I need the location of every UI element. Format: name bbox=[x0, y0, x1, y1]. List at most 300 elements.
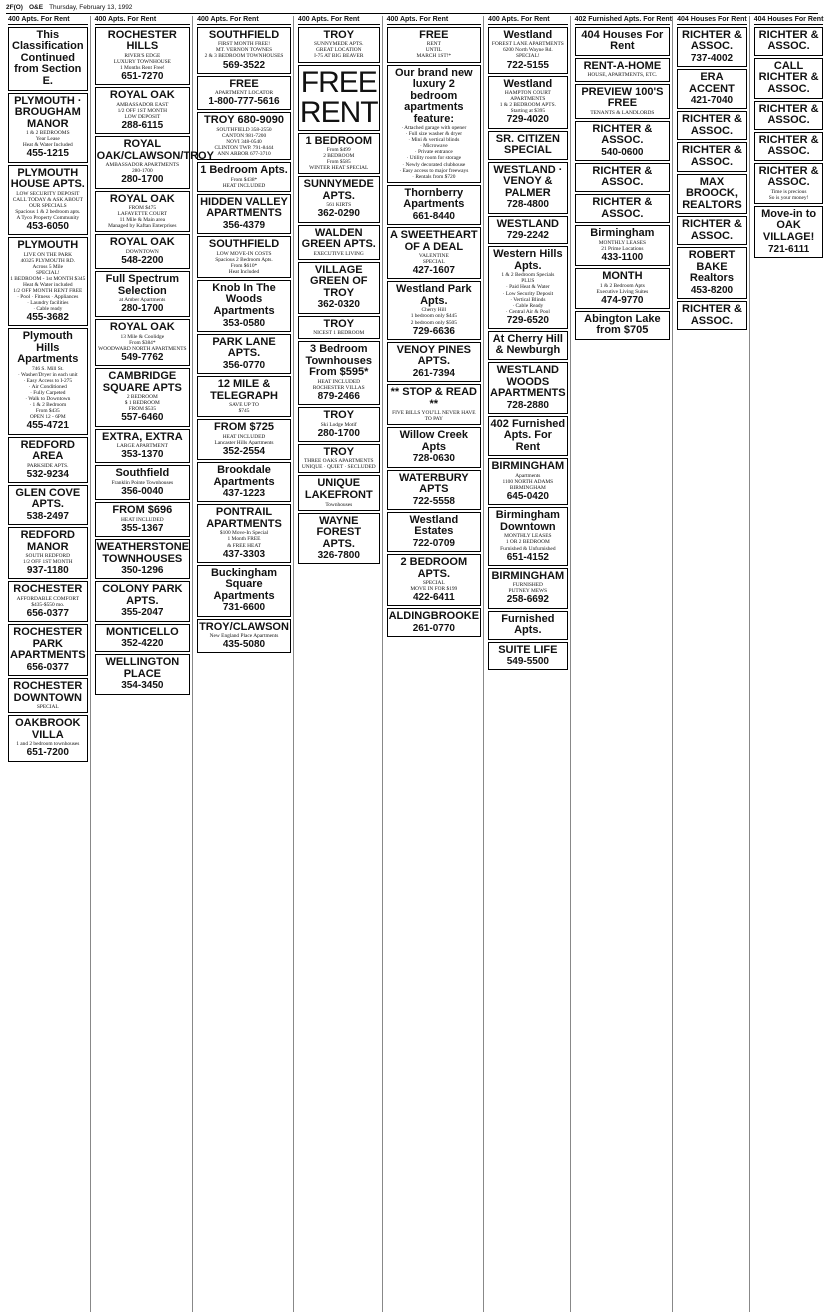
ad-text: 1 BEDROOM bbox=[305, 134, 373, 147]
ad-text: PREVIEW 100'S FREE bbox=[581, 85, 664, 110]
rental-ad bbox=[95, 539, 191, 579]
ad-phone: 261-0770 bbox=[412, 622, 455, 634]
ad-text: · Laundry facilities bbox=[27, 299, 69, 306]
rental-ad bbox=[754, 206, 824, 258]
rental-ad bbox=[95, 502, 191, 537]
ad-text: RICHTER & ASSOC. bbox=[682, 303, 742, 327]
rental-ad bbox=[298, 444, 380, 474]
ad-text: MOVE IN FOR $199 bbox=[410, 586, 458, 593]
ad-phone: 540-0600 bbox=[601, 146, 644, 158]
ad-text: 1100 NORTH ADAMS bbox=[502, 479, 554, 486]
ad-text: Townhouses bbox=[325, 501, 353, 508]
ad-text: 21 Prime Locations bbox=[601, 245, 644, 252]
ad-text: · Central Air & Pool bbox=[505, 308, 550, 315]
ad-text: SUITE LIFE bbox=[498, 643, 558, 656]
ad-text: From $499 bbox=[326, 147, 351, 154]
ad-text: FREE bbox=[300, 65, 377, 99]
ad-text: TROY bbox=[323, 409, 355, 422]
ad-text: AMBASSADOR EAST bbox=[116, 101, 169, 108]
ad-text: RICHTER & ASSOC. bbox=[592, 196, 653, 220]
ad-text: WAYNE FOREST APTS. bbox=[316, 514, 362, 550]
rental-ad bbox=[387, 227, 481, 279]
ad-text: WESTLAND · VENOY & PALMER bbox=[493, 163, 563, 199]
ad-text: · Paid Heat & Water bbox=[505, 284, 550, 291]
ad-text: RICHTER & ASSOC. bbox=[758, 28, 819, 53]
ad-text: · Utility room for storage bbox=[406, 155, 462, 162]
issue-date: Thursday, February 13, 1992 bbox=[49, 4, 133, 11]
rental-ad bbox=[298, 176, 380, 222]
ad-text: GREAT LOCATION bbox=[315, 47, 362, 54]
rental-ad bbox=[677, 301, 747, 330]
ad-phone: 362-0320 bbox=[317, 299, 360, 311]
rental-ad bbox=[754, 27, 824, 56]
rental-ad bbox=[387, 281, 481, 339]
ad-phone: 326-7800 bbox=[317, 550, 360, 562]
rental-ad bbox=[197, 112, 291, 160]
ad-text: WOODWARD NORTH APARTMENTS bbox=[98, 345, 187, 352]
ad-text: $435-$550 mo. bbox=[31, 602, 65, 609]
ad-phone: 879-2466 bbox=[317, 390, 360, 402]
rental-ad bbox=[488, 216, 568, 245]
ad-text: 402 Furnished Apts. For Rent bbox=[490, 417, 566, 453]
ad-text: Full Spectrum Selection bbox=[105, 273, 179, 297]
ad-phone: 352-2554 bbox=[222, 445, 266, 457]
rental-ad bbox=[575, 311, 671, 340]
rental-ad bbox=[95, 624, 191, 653]
rental-ad bbox=[298, 341, 380, 405]
rental-ad bbox=[95, 654, 191, 694]
ad-phone: 651-7200 bbox=[26, 747, 69, 759]
rental-ad bbox=[8, 485, 88, 525]
ad-text: Across 5 Mile bbox=[32, 263, 64, 270]
rental-ad bbox=[575, 268, 671, 309]
ad-text: SUNNYMEDE APTS. bbox=[303, 178, 374, 202]
ad-text: From $384* bbox=[129, 339, 156, 346]
ad-text: PLUS bbox=[521, 278, 535, 285]
ad-text: · Walk to Downtown bbox=[25, 396, 71, 403]
ad-text: PONTRAIL APARTMENTS bbox=[206, 506, 282, 530]
ad-text: ERA ACCENT bbox=[689, 71, 735, 95]
ad-text: ROCHESTER PARK APARTMENTS bbox=[10, 626, 86, 662]
rental-ad bbox=[298, 225, 380, 260]
ad-text: APARTMENT LOCATOR bbox=[214, 90, 274, 97]
ad-text: SPECIAL bbox=[36, 704, 59, 711]
ad-text: BIRMINGHAM bbox=[491, 569, 565, 582]
ad-phone: 433-1100 bbox=[601, 251, 644, 263]
classified-column bbox=[6, 16, 91, 1312]
ad-text: UNIQUE LAKEFRONT bbox=[304, 477, 373, 502]
ad-text: Furnished Apts. bbox=[501, 612, 555, 637]
ad-text: Birmingham bbox=[590, 227, 655, 240]
ad-text: 1 & 2 BEDROOM APTS. bbox=[499, 102, 556, 109]
ad-text: · Cable ready bbox=[33, 306, 63, 313]
ad-phone: 280-1700 bbox=[121, 174, 164, 186]
ad-text: SOUTH REDFORD bbox=[25, 553, 71, 560]
ad-text: 2 BEDROOM bbox=[126, 394, 158, 401]
rental-ad bbox=[197, 280, 291, 332]
ad-text: 6200 North Wayne Rd. bbox=[502, 47, 553, 54]
ad-text: FROM $725 bbox=[214, 421, 274, 434]
ad-text: 13 Mile & Coolidge bbox=[120, 333, 165, 340]
column-header: 400 Apts. For Rent bbox=[488, 16, 568, 25]
rental-ad bbox=[575, 27, 671, 56]
ad-phone: 557-6460 bbox=[121, 412, 164, 424]
ad-phone: 656-0377 bbox=[26, 608, 69, 620]
ad-text: · Low Security Deposit bbox=[502, 290, 554, 297]
ad-text: Buckingham Square Apartments bbox=[210, 566, 277, 602]
ad-text: Year Lease bbox=[35, 136, 60, 143]
ad-text: 1/2 OFF 1ST MONTH bbox=[23, 559, 73, 566]
rental-ad bbox=[8, 237, 88, 326]
ad-phone: 427-1607 bbox=[412, 265, 455, 277]
rental-ad bbox=[754, 101, 824, 130]
ad-text: Cherry Hill bbox=[421, 307, 447, 314]
ad-text: SR. CITIZEN SPECIAL bbox=[495, 132, 560, 157]
ad-text: Ski Lodge Motif bbox=[320, 421, 357, 428]
rental-ad bbox=[387, 185, 481, 225]
ad-text: LARGE APARTMENT bbox=[116, 443, 168, 450]
ad-text: From $610* bbox=[230, 262, 258, 269]
ad-text: FOREST LANE APARTMENTS bbox=[491, 41, 564, 48]
ad-text: AFFORDABLE COMFORT bbox=[16, 596, 79, 603]
ad-text: ROYAL OAK bbox=[109, 89, 175, 102]
ad-text: MONTHLY LEASES bbox=[504, 533, 552, 540]
ad-text: AMBASSADOR APARTMENTS bbox=[105, 162, 180, 169]
rental-ad bbox=[298, 133, 380, 175]
ad-text: 1 & 2 Bedroom Specials bbox=[501, 272, 555, 279]
rental-ad bbox=[575, 163, 671, 192]
ad-text: LIVE ON THE PARK bbox=[23, 251, 72, 258]
ad-text: At Cherry Hill & Newburgh bbox=[492, 332, 563, 357]
ad-text: PUTNEY MEWS bbox=[508, 588, 548, 595]
ad-phone: 354-3450 bbox=[121, 680, 164, 692]
ad-phone: 421-7040 bbox=[690, 95, 734, 107]
ad-text: TROY 680-9090 bbox=[204, 114, 284, 127]
page-number: 2F(O) bbox=[6, 4, 23, 11]
rental-ad bbox=[8, 27, 88, 91]
ad-text: WINTER HEAT SPECIAL bbox=[309, 165, 369, 172]
ad-text: From $435 bbox=[35, 408, 60, 415]
ad-text: Time is precious bbox=[770, 188, 807, 195]
ad-text: A Tyco Property Community bbox=[16, 214, 80, 221]
ad-text: FROM $475 bbox=[128, 205, 157, 212]
rental-ad bbox=[575, 225, 671, 266]
rental-ad bbox=[298, 65, 380, 131]
ad-phone: 474-9770 bbox=[601, 294, 644, 306]
ad-text: 11 Mile & Main area bbox=[119, 217, 165, 224]
ad-text: NICEST 1 BEDROOM bbox=[313, 330, 365, 337]
rental-ad bbox=[8, 93, 88, 163]
ad-text: ROBERT BAKE Realtors bbox=[688, 249, 736, 285]
rental-ad bbox=[754, 132, 824, 161]
ad-text: Spacious 1 & 2 bedroom apts. bbox=[15, 208, 81, 215]
ad-text: LUXURY TOWNHOUSE bbox=[113, 58, 171, 65]
rental-ad bbox=[95, 319, 191, 366]
ad-text: VENOY PINES APTS. bbox=[396, 343, 472, 368]
ad-text: LOW DEPOSIT bbox=[124, 113, 161, 120]
rental-ad bbox=[197, 565, 291, 617]
classified-column bbox=[486, 16, 571, 1312]
ad-text: · 1 & 2 Bedroom bbox=[29, 402, 67, 409]
ad-phone: 437-3303 bbox=[222, 548, 266, 560]
ad-phone: 422-6411 bbox=[412, 592, 455, 604]
ad-text: So is your money! bbox=[768, 194, 809, 201]
ad-text: 1 Months Rent Free! bbox=[119, 65, 165, 72]
ad-text: BIRMINGHAM bbox=[491, 460, 565, 473]
ad-phone: 722-5155 bbox=[506, 59, 549, 71]
ad-text: HEAT INCLUDED bbox=[222, 433, 266, 440]
rental-ad bbox=[8, 678, 88, 713]
ad-text: Willow Creek Apts bbox=[399, 429, 468, 453]
ad-text: MT. VERNON TOWNES bbox=[215, 47, 273, 54]
ad-text: This Classification Continued from Section E. bbox=[12, 28, 84, 88]
ad-phone: 549-7762 bbox=[121, 352, 164, 364]
rental-ad bbox=[488, 76, 568, 129]
ad-text: From $438* bbox=[230, 176, 258, 183]
ad-phone: 1-800-777-5616 bbox=[208, 96, 280, 108]
ad-text: · Private entrance bbox=[414, 149, 453, 156]
rental-ad bbox=[197, 162, 291, 192]
ad-text: Executive Living Suites bbox=[596, 288, 649, 295]
ad-text: RICHTER & ASSOC. bbox=[682, 113, 742, 137]
rental-ad bbox=[488, 611, 568, 640]
ad-phone: 362-0290 bbox=[317, 208, 360, 220]
ad-phone: 455-4721 bbox=[26, 420, 69, 432]
ad-text: MONTHLY LEASES bbox=[598, 239, 647, 246]
rental-ad bbox=[95, 465, 191, 500]
ad-text: TROY/CLAWSON bbox=[199, 620, 289, 633]
ad-phone: 721-6111 bbox=[768, 243, 810, 255]
ad-text: NOVI 348-0540 bbox=[226, 139, 262, 146]
ad-phone: 350-1296 bbox=[121, 565, 164, 577]
rental-ad bbox=[488, 27, 568, 74]
rental-ad bbox=[298, 407, 380, 442]
rental-ad bbox=[387, 27, 481, 63]
ad-phone: 728-0630 bbox=[412, 453, 455, 465]
ad-text: FREE bbox=[419, 28, 449, 41]
rental-ad bbox=[488, 507, 568, 565]
ad-text: EXECUTIVE LIVING bbox=[313, 250, 364, 257]
ad-text: ROYAL OAK bbox=[109, 192, 175, 205]
rental-ad bbox=[387, 65, 481, 183]
rental-ad bbox=[488, 568, 568, 609]
rental-ad bbox=[677, 111, 747, 140]
rental-ad bbox=[387, 384, 481, 425]
rental-ad bbox=[197, 504, 291, 562]
ad-phone: 356-0770 bbox=[222, 359, 266, 371]
ad-text: · Microwave bbox=[419, 143, 448, 150]
ad-text: LOW MOVE-IN COSTS bbox=[216, 250, 272, 257]
rental-ad bbox=[677, 174, 747, 215]
ad-text: TROY bbox=[323, 445, 355, 458]
rental-ad bbox=[298, 316, 380, 340]
ad-text: FREE bbox=[229, 77, 259, 90]
rental-ad bbox=[575, 121, 671, 161]
column-header: 402 Furnished Apts. For Rent bbox=[574, 16, 672, 23]
ad-text: WALDEN GREEN APTS. bbox=[301, 226, 376, 251]
rental-ad bbox=[488, 458, 568, 505]
ad-text: Westland Estates bbox=[409, 513, 459, 538]
ad-text: Westland Park Apts. bbox=[396, 283, 472, 307]
ad-text: · Full size washer & dryer bbox=[405, 131, 463, 138]
rental-ad bbox=[488, 162, 568, 214]
classified-column bbox=[675, 16, 750, 1312]
ad-text: HEAT INCLUDED bbox=[317, 378, 361, 385]
column-header: 400 Apts. For Rent bbox=[387, 16, 481, 25]
ad-text: · Fully Carpeted bbox=[30, 390, 66, 397]
ad-text: 1 BEDROOM - 1st MONTH $345 bbox=[10, 275, 86, 282]
ad-text: ** STOP & READ ** bbox=[390, 386, 478, 410]
ad-text: 2 bedroom only $505 bbox=[410, 319, 457, 326]
ad-phone: 280-1700 bbox=[317, 427, 360, 439]
ad-phone: 437-1223 bbox=[222, 488, 266, 500]
ad-text: 2 & 3 BEDROOM TOWNHOUSES bbox=[204, 53, 284, 60]
rental-ad bbox=[488, 362, 568, 414]
ad-text: MARCH 1ST!* bbox=[416, 53, 452, 60]
rental-ad bbox=[677, 69, 747, 109]
ad-text: Knob In The Woods Apartments bbox=[212, 281, 276, 318]
ad-phone: 258-6692 bbox=[506, 594, 549, 606]
ad-text: $100 Move-In Special bbox=[219, 530, 269, 537]
column-header: 400 Apts. For Rent bbox=[8, 16, 88, 25]
ad-phone: 729-2242 bbox=[506, 230, 549, 242]
ad-phone: 722-5558 bbox=[412, 495, 455, 507]
rental-ad bbox=[488, 416, 568, 457]
rental-ad bbox=[387, 608, 481, 637]
ad-text: FIRST MONTH FREE! bbox=[217, 41, 271, 48]
ad-text: UNTIL bbox=[425, 47, 442, 54]
ad-phone: 729-6636 bbox=[412, 325, 455, 337]
ad-text: WEATHERSTONE TOWNHOUSES bbox=[96, 540, 190, 565]
ad-text: & FREE HEAT bbox=[227, 542, 261, 549]
ad-text: RICHTER & ASSOC. bbox=[592, 164, 653, 189]
ad-phone: 280-1700 bbox=[121, 303, 164, 315]
ad-phone: 355-2047 bbox=[121, 607, 164, 619]
ad-phone: 729-6520 bbox=[506, 314, 549, 326]
ad-text: Heat & Water Included bbox=[22, 142, 73, 149]
ad-phone: 261-7394 bbox=[412, 367, 455, 379]
rental-ad bbox=[677, 27, 747, 67]
ad-text: ROCHESTER VILLAS bbox=[312, 384, 365, 391]
classified-column bbox=[573, 16, 674, 1312]
rental-ad bbox=[575, 58, 671, 82]
ad-text: RICHTER & ASSOC. bbox=[758, 133, 819, 158]
ad-text: Westland bbox=[503, 28, 553, 41]
ad-phone: 453-8200 bbox=[690, 284, 734, 296]
ad-text: CALL TODAY & ASK ABOUT OUR SPECIALS bbox=[12, 196, 83, 209]
rental-ad bbox=[575, 194, 671, 223]
ad-text: Move-in to OAK VILLAGE! bbox=[761, 207, 817, 244]
ad-text: Abington Lake from $705 bbox=[584, 312, 661, 337]
ad-text: VALENTINE bbox=[418, 253, 449, 260]
ad-text: New England Place Apartments bbox=[209, 633, 279, 640]
ad-text: RICHTER & ASSOC. bbox=[682, 218, 742, 242]
ad-text: Franklin Pointe Townhouses bbox=[111, 479, 174, 486]
ad-text: Heat & Water included bbox=[22, 281, 73, 288]
ad-text: WELLINGTON PLACE bbox=[105, 656, 180, 680]
ad-text: Our brand new luxury 2 bedroom apartments feature: bbox=[395, 66, 473, 125]
column-header: 400 Apts. For Rent bbox=[95, 16, 191, 25]
ad-text: 40325 PLYMOUTH RD. bbox=[20, 257, 75, 264]
rental-ad bbox=[8, 581, 88, 622]
ad-phone: 645-0420 bbox=[506, 491, 549, 503]
rental-ad bbox=[677, 216, 747, 245]
ad-phone: 737-4002 bbox=[690, 52, 734, 64]
ad-text: 3 Bedroom Townhouses From $595* bbox=[305, 343, 372, 379]
ad-text: $745 bbox=[238, 408, 250, 415]
ad-phone: 435-5080 bbox=[222, 639, 266, 651]
ad-phone: 548-2200 bbox=[121, 254, 164, 266]
ad-text: TROY bbox=[323, 317, 355, 330]
ad-text: LAFAYETTE COURT bbox=[117, 211, 168, 218]
ad-text: SPECIAL bbox=[422, 580, 445, 587]
ad-text: ROCHESTER HILLS bbox=[107, 28, 177, 53]
ad-text: 1 Month FREE bbox=[227, 536, 261, 543]
rental-ad bbox=[197, 419, 291, 460]
ad-text: UNIQUE · QUIET · SECLUDED bbox=[301, 464, 376, 471]
ad-text: From $585 bbox=[326, 159, 351, 166]
rental-ad bbox=[95, 27, 191, 85]
ad-text: SOUTHFIELD bbox=[208, 28, 280, 41]
rental-ad bbox=[677, 247, 747, 299]
ad-text: Western Hills Apts. bbox=[493, 248, 563, 272]
classified-column bbox=[385, 16, 484, 1312]
ad-text: Apartments bbox=[515, 473, 541, 479]
ad-text: A SWEETHEART OF A DEAL bbox=[390, 228, 478, 253]
ad-text: Plymouth Hills Apartments bbox=[17, 330, 79, 366]
ad-phone: 729-4020 bbox=[506, 114, 549, 126]
ad-text: $ 1 BEDROOM bbox=[124, 400, 160, 407]
ad-phone: 455-3682 bbox=[26, 312, 69, 324]
rental-ad bbox=[197, 76, 291, 111]
ad-text: CAMBRIDGE SQUARE APTS bbox=[102, 370, 182, 394]
column-header: 404 Houses For Rent bbox=[753, 16, 824, 23]
ad-phone: 355-1367 bbox=[121, 522, 164, 534]
ad-phone: 352-4220 bbox=[121, 638, 164, 650]
ad-phone: 569-3522 bbox=[222, 59, 266, 71]
ad-text: RICHTER & ASSOC. bbox=[758, 102, 819, 127]
ad-text: Starting at $395 bbox=[510, 108, 546, 115]
ad-text: · Mini & vertical blinds bbox=[408, 137, 460, 144]
classified-column bbox=[93, 16, 214, 1312]
ad-phone: 356-0040 bbox=[121, 486, 164, 498]
ad-text: Southfield bbox=[115, 467, 170, 480]
ad-text: RIVER'S EDGE bbox=[124, 52, 161, 59]
masthead bbox=[6, 4, 818, 14]
column-header: 400 Apts. For Rent bbox=[298, 16, 380, 25]
ad-text: 404 Houses For Rent bbox=[581, 28, 664, 53]
rental-ad bbox=[197, 236, 291, 278]
ad-text: RICHTER & ASSOC. bbox=[682, 144, 742, 169]
ad-text: HAMPTON COURT APARTMENTS bbox=[504, 90, 551, 103]
ad-text: OPEN 12 - 6PM bbox=[29, 414, 66, 421]
ad-text: RICHTER & ASSOC. bbox=[758, 164, 819, 189]
ad-text: RENT-A-HOME bbox=[583, 59, 662, 72]
ad-text: OAKBROOK VILLA bbox=[15, 717, 81, 741]
rental-ad bbox=[8, 624, 88, 676]
rental-ad bbox=[8, 165, 88, 236]
rental-ad bbox=[95, 136, 214, 188]
ad-text: Westland bbox=[503, 77, 553, 90]
ad-text: · Attached garage with opener bbox=[401, 125, 467, 132]
classified-column bbox=[195, 16, 294, 1312]
ad-text: SPECIAL! bbox=[516, 53, 540, 60]
ad-phone: 656-0377 bbox=[26, 661, 69, 673]
ad-text: RICHTER & ASSOC. bbox=[592, 122, 653, 147]
ad-text: 1 Bedroom Apts. bbox=[200, 164, 288, 177]
classified-column bbox=[752, 16, 825, 1312]
ad-text: PLYMOUTH bbox=[17, 239, 79, 252]
